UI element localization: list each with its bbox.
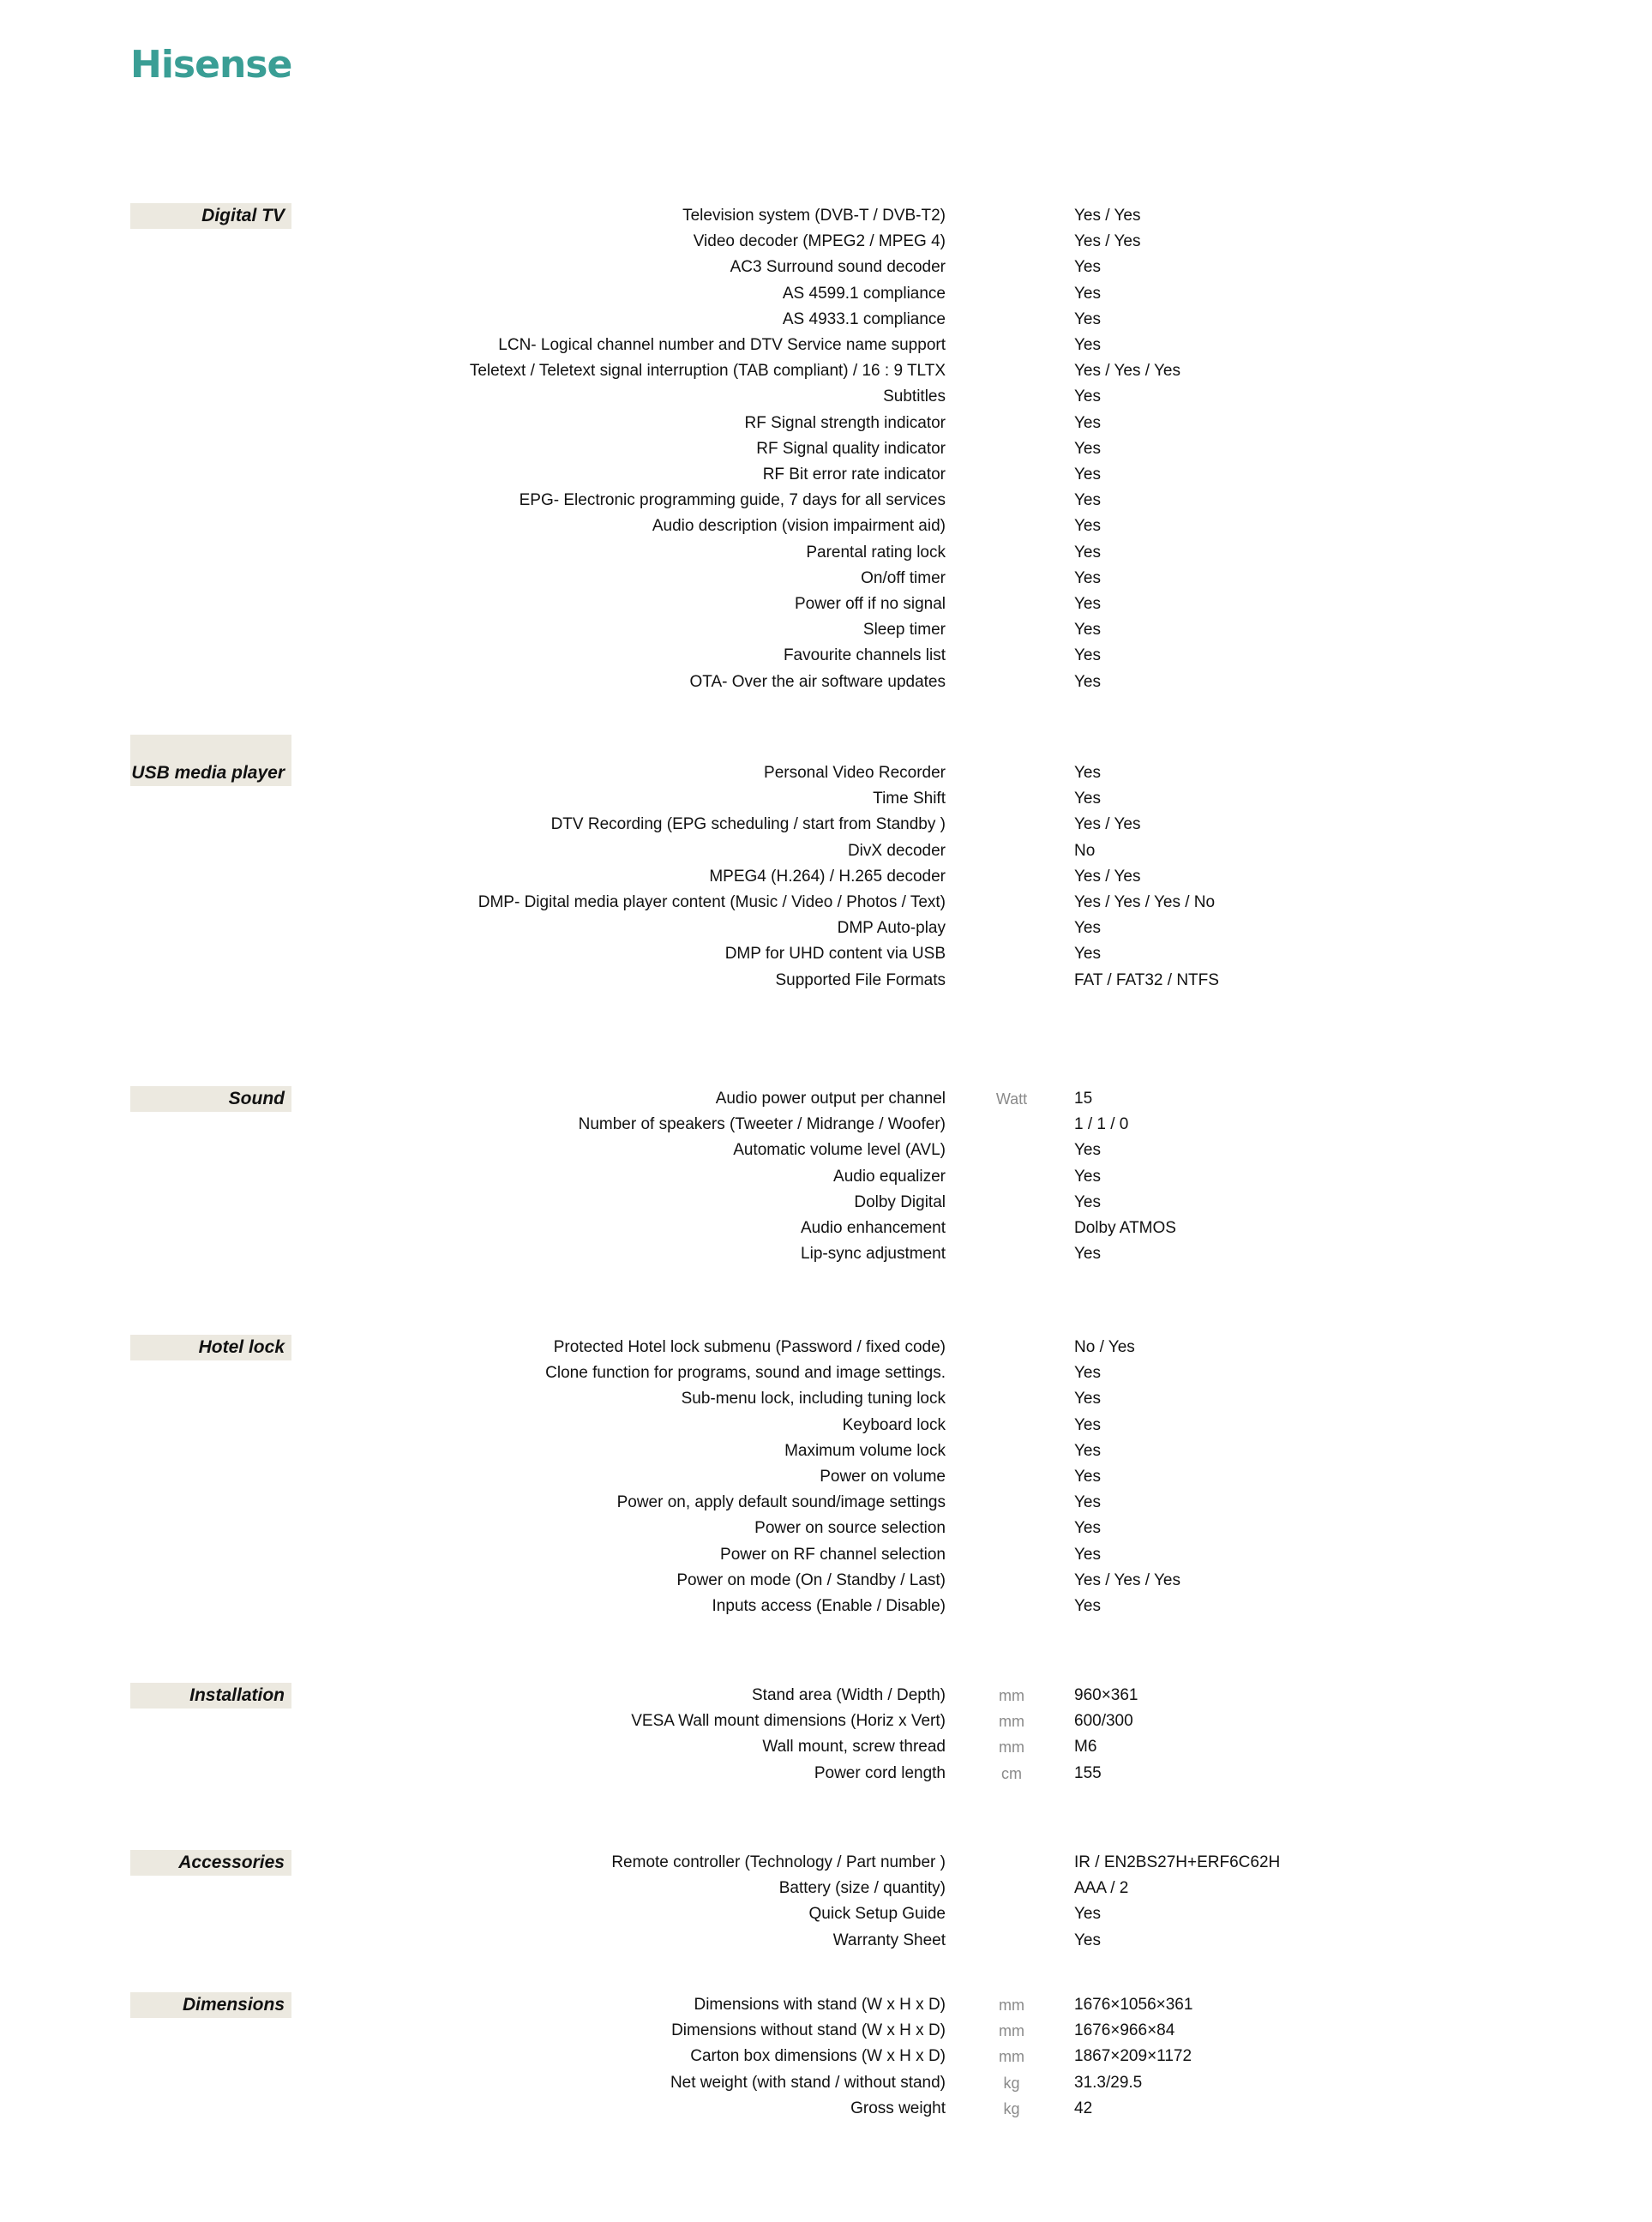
section-title: Accessories — [130, 1850, 291, 1876]
spec-row — [0, 566, 1652, 592]
spec-unit: mm — [999, 1713, 1024, 1731]
spec-row — [0, 513, 1652, 539]
spec-label: MPEG4 (H.264) / H.265 decoder — [709, 867, 946, 886]
spec-value: Yes / Yes / Yes / No — [1074, 893, 1216, 911]
spec-value: Yes — [1074, 543, 1101, 562]
spec-value: Yes — [1074, 1441, 1101, 1460]
spec-value: Yes — [1074, 1390, 1101, 1408]
spec-row — [0, 462, 1652, 488]
spec-unit: mm — [999, 2022, 1024, 2040]
spec-label: Net weight (with stand / without stand) — [670, 2073, 946, 2092]
spec-label: Dimensions without stand (W x H x D) — [671, 2021, 946, 2040]
spec-row — [0, 1438, 1652, 1464]
spec-row — [0, 812, 1652, 838]
spec-value: Yes / Yes / Yes — [1074, 362, 1180, 381]
spec-row — [0, 436, 1652, 462]
spec-label: Power off if no signal — [794, 595, 946, 613]
spec-row — [0, 838, 1652, 864]
spec-value: 1 / 1 / 0 — [1074, 1115, 1129, 1134]
spec-value: Yes — [1074, 491, 1101, 510]
spec-value: 960×361 — [1074, 1686, 1138, 1704]
spec-label: Power on source selection — [754, 1519, 946, 1538]
spec-label: Audio equalizer — [833, 1167, 946, 1186]
section-title: Installation — [130, 1683, 291, 1709]
spec-row — [0, 1594, 1652, 1619]
spec-value: Yes — [1074, 1519, 1101, 1538]
spec-row — [0, 1876, 1652, 1901]
spec-row — [0, 203, 1652, 229]
spec-value: 31.3/29.5 — [1074, 2073, 1143, 2092]
spec-value: Yes — [1074, 1905, 1101, 1924]
spec-row — [0, 1901, 1652, 1927]
spec-label: Battery (size / quantity) — [778, 1879, 946, 1898]
section-title: Sound — [130, 1086, 291, 1112]
spec-row — [0, 2018, 1652, 2044]
spec-row — [0, 2070, 1652, 2096]
spec-value: Yes — [1074, 465, 1101, 483]
spec-row — [0, 1335, 1652, 1360]
spec-row — [0, 488, 1652, 513]
spec-label: Wall mount, screw thread — [762, 1738, 946, 1757]
spec-value: Yes — [1074, 387, 1101, 406]
spec-value: Yes — [1074, 945, 1101, 964]
spec-unit: mm — [999, 2048, 1024, 2066]
spec-row — [0, 1241, 1652, 1267]
spec-label: Video decoder (MPEG2 / MPEG 4) — [693, 232, 946, 251]
spec-label: AC3 Surround sound decoder — [730, 258, 946, 277]
spec-row — [0, 1086, 1652, 1112]
spec-unit: cm — [1001, 1764, 1022, 1782]
spec-label: RF Signal quality indicator — [756, 439, 946, 458]
spec-value: Yes — [1074, 1931, 1101, 1949]
spec-label: Audio enhancement — [800, 1219, 946, 1237]
spec-row — [0, 760, 1652, 786]
spec-value: Yes — [1074, 413, 1101, 432]
spec-value: Yes — [1074, 517, 1101, 536]
spec-row — [0, 384, 1652, 410]
spec-row — [0, 2044, 1652, 2069]
spec-value: No — [1074, 841, 1096, 860]
spec-value: Yes — [1074, 1415, 1101, 1434]
spec-unit: kg — [1003, 2074, 1020, 2092]
spec-label: Warranty Sheet — [832, 1931, 946, 1949]
spec-label: Personal Video Recorder — [764, 764, 946, 782]
spec-unit: mm — [999, 1739, 1024, 1757]
spec-row — [0, 281, 1652, 307]
spec-row — [0, 333, 1652, 358]
spec-label: Dimensions with stand (W x H x D) — [694, 1996, 946, 2014]
spec-row — [0, 358, 1652, 384]
spec-value: AAA / 2 — [1074, 1879, 1129, 1898]
spec-label: Power cord length — [814, 1763, 946, 1782]
spec-label: RF Signal strength indicator — [744, 413, 946, 432]
spec-label: DMP- Digital media player content (Music / Video / Photos / Text) — [478, 893, 946, 911]
spec-value: Yes — [1074, 1597, 1101, 1615]
spec-value: Dolby ATMOS — [1074, 1219, 1176, 1237]
spec-row — [0, 1464, 1652, 1490]
spec-value: 1867×209×1172 — [1074, 2047, 1192, 2066]
spec-label: Time Shift — [873, 790, 946, 808]
spec-value: Yes — [1074, 1245, 1101, 1264]
spec-row — [0, 540, 1652, 566]
spec-label: DivX decoder — [847, 841, 946, 860]
spec-label: Sub-menu lock, including tuning lock — [681, 1390, 946, 1408]
spec-row — [0, 1683, 1652, 1709]
spec-row — [0, 670, 1652, 695]
spec-row — [0, 592, 1652, 617]
spec-label: Clone function for programs, sound and image settings. — [545, 1364, 946, 1383]
spec-row — [0, 1734, 1652, 1760]
spec-row — [0, 1190, 1652, 1216]
spec-value: Yes — [1074, 284, 1101, 303]
hisense-logo: Hisense — [130, 43, 292, 87]
spec-label: Power on volume — [820, 1468, 946, 1486]
spec-row — [0, 1386, 1652, 1412]
section-title: USB media player — [130, 735, 291, 786]
spec-row — [0, 890, 1652, 916]
section-title: Dimensions — [130, 1992, 291, 2018]
spec-label: Audio power output per channel — [715, 1090, 946, 1108]
spec-label: Maximum volume lock — [784, 1441, 946, 1460]
spec-label: OTA- Over the air software updates — [689, 672, 946, 691]
spec-row — [0, 941, 1652, 967]
spec-row — [0, 1542, 1652, 1568]
spec-label: Lip-sync adjustment — [801, 1245, 946, 1264]
spec-value: Yes — [1074, 568, 1101, 587]
spec-value: Yes / Yes / Yes — [1074, 1570, 1180, 1589]
spec-value: Yes — [1074, 1192, 1101, 1211]
spec-value: Yes — [1074, 646, 1101, 665]
spec-row — [0, 643, 1652, 669]
spec-value: No / Yes — [1074, 1338, 1135, 1356]
spec-value: Yes — [1074, 672, 1101, 691]
spec-value: Yes / Yes — [1074, 815, 1141, 834]
spec-label: Power on, apply default sound/image settings — [616, 1493, 946, 1512]
spec-label: Teletext / Teletext signal interruption (TAB compliant) / 16 : 9 TLTX — [469, 362, 946, 381]
spec-row — [0, 255, 1652, 280]
spec-row — [0, 786, 1652, 812]
spec-value: Yes / Yes — [1074, 207, 1141, 225]
spec-value: Yes — [1074, 764, 1101, 782]
spec-row — [0, 968, 1652, 994]
spec-value: Yes / Yes — [1074, 232, 1141, 251]
spec-value: Yes — [1074, 1141, 1101, 1160]
spec-label: Dolby Digital — [854, 1192, 946, 1211]
spec-label: Keyboard lock — [842, 1415, 946, 1434]
spec-value: 600/300 — [1074, 1712, 1133, 1731]
spec-label: Remote controller (Technology / Part number ) — [611, 1853, 946, 1871]
spec-row — [0, 1709, 1652, 1734]
spec-value: Yes / Yes — [1074, 867, 1141, 886]
spec-label: Supported File Formats — [775, 970, 946, 989]
spec-value: Yes — [1074, 1493, 1101, 1512]
spec-row — [0, 307, 1652, 333]
spec-value: FAT / FAT32 / NTFS — [1074, 970, 1219, 989]
spec-value: IR / EN2BS27H+ERF6C62H — [1074, 1853, 1281, 1871]
spec-row — [0, 1112, 1652, 1138]
spec-label: DMP for UHD content via USB — [724, 945, 946, 964]
spec-row — [0, 1850, 1652, 1876]
spec-label: Audio description (vision impairment aid) — [652, 517, 946, 536]
spec-row — [0, 617, 1652, 643]
spec-row — [0, 1138, 1652, 1163]
spec-value: Yes — [1074, 621, 1101, 640]
spec-value: 1676×966×84 — [1074, 2021, 1175, 2040]
spec-label: Stand area (Width / Depth) — [752, 1686, 946, 1704]
spec-label: AS 4599.1 compliance — [782, 284, 946, 303]
spec-unit: kg — [1003, 2099, 1020, 2117]
spec-row — [0, 1164, 1652, 1190]
spec-row — [0, 1360, 1652, 1386]
spec-value: Yes — [1074, 439, 1101, 458]
spec-label: EPG- Electronic programming guide, 7 days for all services — [519, 491, 946, 510]
spec-value: 15 — [1074, 1090, 1093, 1108]
spec-label: DTV Recording (EPG scheduling / start from Standby ) — [550, 815, 946, 834]
spec-label: Subtitles — [883, 387, 946, 406]
spec-value: Yes — [1074, 1545, 1101, 1564]
spec-label: Parental rating lock — [806, 543, 946, 562]
spec-value: Yes — [1074, 258, 1101, 277]
spec-value: Yes — [1074, 309, 1101, 328]
spec-row — [0, 1516, 1652, 1541]
spec-row — [0, 864, 1652, 890]
spec-value: 42 — [1074, 2099, 1093, 2117]
spec-value: Yes — [1074, 1167, 1101, 1186]
spec-label: Protected Hotel lock submenu (Password / fixed code) — [553, 1338, 946, 1356]
spec-row — [0, 916, 1652, 941]
spec-value: Yes — [1074, 919, 1101, 938]
spec-row — [0, 411, 1652, 436]
spec-label: Automatic volume level (AVL) — [733, 1141, 946, 1160]
spec-row — [0, 2096, 1652, 2122]
spec-value: 1676×1056×361 — [1074, 1996, 1193, 2014]
spec-value: Yes — [1074, 595, 1101, 613]
spec-value: Yes — [1074, 1364, 1101, 1383]
spec-unit: mm — [999, 1687, 1024, 1704]
spec-row — [0, 1413, 1652, 1438]
spec-value: M6 — [1074, 1738, 1097, 1757]
spec-unit: mm — [999, 1997, 1024, 2014]
spec-value: Yes — [1074, 1468, 1101, 1486]
spec-label: Number of speakers (Tweeter / Midrange / Woofer) — [578, 1115, 946, 1134]
section-title: Digital TV — [130, 203, 291, 229]
spec-label: LCN- Logical channel number and DTV Service name support — [498, 336, 946, 354]
spec-unit: Watt — [995, 1090, 1028, 1108]
spec-label: Television system (DVB-T / DVB-T2) — [682, 207, 946, 225]
spec-label: Power on RF channel selection — [720, 1545, 946, 1564]
spec-value: Yes — [1074, 336, 1101, 354]
section-title: Hotel lock — [130, 1335, 291, 1360]
spec-label: Inputs access (Enable / Disable) — [712, 1597, 946, 1615]
spec-label: On/off timer — [861, 568, 946, 587]
spec-row — [0, 1490, 1652, 1516]
spec-label: Favourite channels list — [783, 646, 946, 665]
spec-label: Carton box dimensions (W x H x D) — [690, 2047, 946, 2066]
spec-value: 155 — [1074, 1763, 1102, 1782]
spec-label: AS 4933.1 compliance — [782, 309, 946, 328]
spec-row — [0, 1761, 1652, 1787]
spec-row — [0, 1928, 1652, 1954]
spec-row — [0, 229, 1652, 255]
spec-label: VESA Wall mount dimensions (Horiz x Vert) — [631, 1712, 946, 1731]
spec-value: Yes — [1074, 790, 1101, 808]
spec-label: RF Bit error rate indicator — [762, 465, 946, 483]
spec-label: Quick Setup Guide — [808, 1905, 946, 1924]
spec-label: DMP Auto-play — [837, 919, 946, 938]
spec-label: Gross weight — [850, 2099, 946, 2117]
spec-row — [0, 1216, 1652, 1241]
spec-label: Sleep timer — [862, 621, 946, 640]
spec-row — [0, 1992, 1652, 2018]
spec-label: Power on mode (On / Standby / Last) — [676, 1570, 946, 1589]
spec-row — [0, 1568, 1652, 1594]
